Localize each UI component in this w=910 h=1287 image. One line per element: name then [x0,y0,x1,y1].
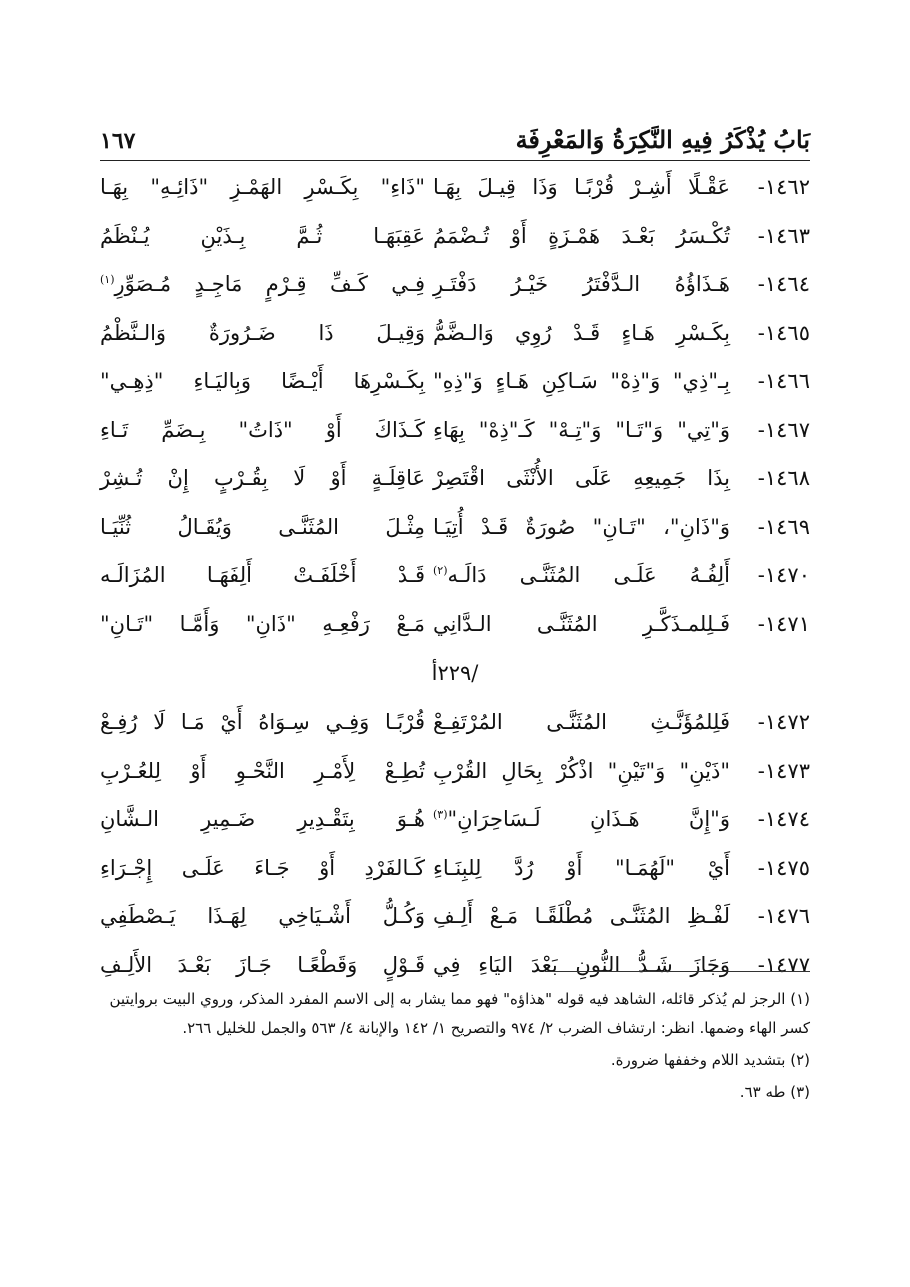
verse-hemistich-second: كَـذَاكَ أَوْ "ذَاتُ" بِـضَمِّ تَـاءِ [100,417,425,442]
verse-hemistich-first: بِـ"ذِي" وَ"ذِهْ" سَـاكِنِ هَـاءٍ وَ"ذِهِ" [433,369,730,394]
verse-number: ١٤٦٥- [757,320,810,345]
footnote-divider [545,971,810,972]
verses-block [100,163,810,989]
verse-row [100,551,810,600]
footnote-marker: (٣) [433,808,448,822]
verse-row [100,163,810,212]
verse-hemistich-second: قَـوْلٍ وَقَطْعًـا جَـازَ بَعْـدَ الأَلِـفِ [100,952,425,977]
verse-row [100,503,810,552]
verse-row [100,941,810,990]
verse-number: ١٤٧٤- [757,807,810,832]
verse-number: ١٤٧٥- [757,855,810,880]
verse-number: ١٤٦٦- [757,369,810,394]
verse-row [100,892,810,941]
verses-top [100,163,810,648]
verses-bottom [100,698,810,989]
verse-hemistich-second: قَـدْ أَخْلَفَـتْ أَلِفَهَـا المُزَالَـه [100,563,425,588]
verse-hemistich-second: كَـالفَرْدِ أَوْ جَـاءَ عَلَـى إِجْـرَاءِ [100,855,425,880]
verse-hemistich-second: وَكُـلُّ أَشْـيَاخِي لِهَـذَا يَـصْطَفِي [100,904,425,929]
verse-number: ١٤٧٢- [757,710,810,735]
verse-hemistich-first: أَلِفُـهُ عَلَـى المُثَنَّـى دَالَـه$^{(٢)}$ [433,563,730,588]
verse-hemistich-first: "ذَيْنِ" وَ"تَيْنِ" اذْكُرْ بِحَالِ القُرْبِ [433,758,730,783]
verse-hemistich-first: وَ"ذَانِ"، "تَـانِ" صُورَةٌ قَـدْ أُتِيَـا [433,514,730,539]
verse-hemistich-first: بِذَا جَمِيعِهِ عَلَى الأُنْثَى اقْتَصِرْ [433,466,730,491]
verse-number: ١٤٧٦- [757,904,810,929]
footnote-1: (١) الرجز لم يُذكر قائله، الشاهد فيه قوله "هذاؤه" فهو مما يشار به إلى الاسم المفرد المذكر، وروي البيت بروايتين كسر الهاء وضمها. انظر: ارتشاف الضرب ٢/ ٩٧٤ والتصريح ١/ ١٤٢ والإبانة ٤/ ٥٦٣ والجمل للخليل ٢٦٦. [109,990,810,1037]
verse-number: ١٤٧٠- [757,563,810,588]
verse-number: ١٤٧٣- [757,758,810,783]
verse-hemistich-second: مِثْـلَ المُثَنَّـى وَيُقَـالُ ثُنِّيَـا [100,514,425,539]
footnotes [100,985,810,1110]
verse-number: ١٤٦٤- [757,272,810,297]
verse-hemistich-second: عَقِبَهَـا ثُـمَّ بِـذَيْنِ يُـنْظَمُ [100,223,425,248]
verse-hemistich-second: وَقِيـلَ ذَا ضَـرُورَةٌ وَالـنَّظْمُ [100,320,425,345]
verse-hemistich-second: فِـي كَـفِّ قِـرْمٍ مَاجِـدٍ مُـصَوِّرِ$^{(١)}$ [100,272,425,297]
verse-hemistich-second: هُـوَ بِتَقْـدِيرِ ضَـمِيرِ الـشَّانِ [100,807,425,832]
verse-hemistich-second: تُطِـعْ لِأَمْـرِ النَّحْـوِ أَوْ لِلعُـرْبِ [100,758,425,783]
verse-hemistich-second: مَـعْ رَفْعِـهِ "ذَانِ" وَأَمَّـا "تَـانِ" [100,611,425,636]
verse-hemistich-first: أَيْ "لَهُمَـا" أَوْ رُدَّ لِلبِنَـاءِ [433,855,730,880]
verse-number: ١٤٦٣- [757,223,810,248]
footnote-2: (٢) بتشديد اللام وخففها ضرورة. [610,1051,810,1069]
page-header [100,118,810,161]
verse-number: ١٤٦٢- [757,175,810,200]
verse-row [100,454,810,503]
chapter-title: بَابُ يُذْكَرُ فِيهِ النَّكِرَةُ وَالمَعْرِفَة [515,125,810,154]
verse-hemistich-first: فَلِلمُؤَنَّـثِ المُثَنَّـى المُرْتَفِـعْ [433,710,730,735]
verse-number: ١٤٦٨- [757,466,810,491]
verse-hemistich-second: بِكَـسْرِهَا أَيْـضًا وَبِاليَـاءِ "ذِهِـي" [100,369,425,394]
verse-number: ١٤٧٧- [757,952,810,977]
footnote-marker: (٢) [433,564,448,578]
verse-row [100,309,810,358]
verse-number: ١٤٧١- [757,611,810,636]
verse-row [100,698,810,747]
verse-hemistich-second: "ذَاءِ" بِكَـسْرِ الهَمْـزِ "ذَائِـهِ" بِهَـا [100,175,425,200]
verse-row [100,357,810,406]
verse-row [100,844,810,893]
page-number: ١٦٧ [100,128,136,154]
verse-hemistich-first: بِكَـسْرِ هَـاءٍ قَـدْ رُوِي وَالـضَّمُّ [433,320,730,345]
verse-hemistich-first: هَـذَاؤُهُ الـدَّفْتَرُ خَيْـرُ دَفْتَـرِ [433,272,730,297]
verse-hemistich-first: تُكْـسَرُ بَعْـدَ هَمْـزَةٍ أَوْ تُـضْمَمُ [433,223,730,248]
verse-hemistich-first: وَجَازَ شَـدُّ النُّونِ بَعْدَ اليَاءِ فِي [433,952,730,977]
folio-mark: /٢٢٩أ [431,661,479,685]
verse-hemistich-first: وَ"إِنَّ هَـذَانِ لَـسَاحِرَانِ"$^{(٣)}$ [433,807,730,832]
footnote-marker: (١) [100,273,115,287]
verse-row [100,212,810,261]
verse-row [100,406,810,455]
verse-hemistich-second: قُرْبًـا وَفِـي سِـوَاهُ أَيْ مَـا لَا رُفِـعْ [100,710,425,735]
verse-hemistich-first: عَقْـلًا أَشِـرْ قُرْبًـا وَذَا قِيـلَ بِهَـا [433,175,730,200]
footnote-3: (٣) طه ٦٣. [739,1083,810,1101]
verse-hemistich-second: عَاقِلَـةٍ أَوْ لَا بِقُـرْبٍ إِنْ تُـشِرْ [100,466,425,491]
verse-hemistich-first: وَ"تِي" وَ"تَـا" وَ"تِـهْ" كَـ"ذِهْ" بِهَاءِ [433,417,730,442]
verse-row [100,747,810,796]
verse-row [100,600,810,649]
verse-number: ١٤٦٧- [757,417,810,442]
verse-row [100,795,810,844]
verse-row [100,260,810,309]
verse-hemistich-first: لَفْـظِ المُثَنَّـى مُطْلَقًـا مَـعْ أَلِـفِ [433,904,730,929]
verse-number: ١٤٦٩- [757,514,810,539]
verse-hemistich-first: فَـلِلمـذَكَّـرِ المُثَنَّـى الـدَّانِي [433,611,730,636]
